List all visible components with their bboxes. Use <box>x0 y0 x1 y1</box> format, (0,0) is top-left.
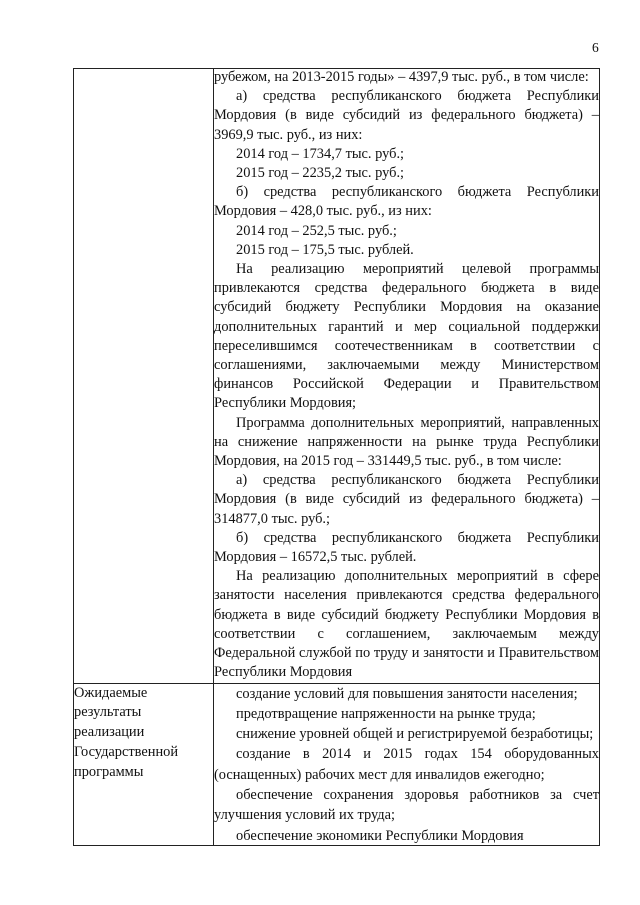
finance-paragraph: 2014 год – 252,5 тыс. руб.; <box>236 222 397 239</box>
finance-row <box>74 69 600 684</box>
finance-paragraph: рубежом, на 2013-2015 годы» – 4397,9 тыс. руб., в том числе: <box>214 69 589 85</box>
finance-label-cell <box>74 69 214 684</box>
finance-text-cell <box>214 69 600 684</box>
finance-paragraph: б) средства республиканского бюджета Республики Мордовия – 428,0 тыс. руб., из них: <box>214 184 599 220</box>
finance-paragraph: б) средства республиканского бюджета Республики Мордовия – 16572,5 тыс. рублей. <box>214 529 599 566</box>
results-label: Ожидаемые результаты реализации Государственной программы <box>74 683 214 845</box>
finance-paragraph: Программа дополнительных мероприятий, направленных на снижение напряженности на рынке труда Республики Мордовия, на 2015 год – 331449,5 тыс. руб., в том числе: <box>214 414 599 470</box>
finance-paragraph: 2015 год – 2235,2 тыс. руб.; <box>236 165 405 182</box>
results-text-cell <box>214 683 600 845</box>
result-item: снижение уровней общей и регистрируемой безработицы; <box>236 726 594 743</box>
results-row <box>74 683 600 845</box>
result-item: предотвращение напряженности на рынке труда; <box>236 705 536 722</box>
result-item: обеспечение сохранения здоровья работников за счет улучшения условий их труда; <box>214 786 599 824</box>
result-item: обеспечение экономики Республики Мордовия <box>236 827 524 844</box>
finance-paragraph: 2015 год – 175,5 тыс. рублей. <box>236 241 414 258</box>
result-item: создание в 2014 и 2015 годах 154 оборудованных (оснащенных) рабочих мест для инвалидов ежегодно; <box>214 746 599 783</box>
program-passport-table <box>73 68 600 846</box>
finance-paragraph: а) средства республиканского бюджета Республики Мордовия (в виде субсидий из федерального бюджета) – 3969,9 тыс. руб., из них: <box>214 88 599 143</box>
finance-paragraph: На реализацию дополнительных мероприятий в сфере занятости населения привлекаются средства федерального бюджета в виде субсидий бюджету Республики Мордовия в соответствии с соглашением, заключаемым между Федеральной службой по труду и занятости и Правительством Республики Мордовия <box>214 568 599 681</box>
finance-paragraph: а) средства республиканского бюджета Республики Мордовия (в виде субсидий из федерального бюджета) – 314877,0 тыс. руб.; <box>214 472 599 527</box>
result-item: создание условий для повышения занятости населения; <box>236 685 578 702</box>
page-number: 6 <box>592 40 599 55</box>
finance-paragraph: На реализацию мероприятий целевой программы привлекаются средства федерального бюджета в виде субсидий бюджету Республики Мордовия на оказание дополнительных гарантий и мер социальной поддержки переселившимся соотечественникам в соответствии с соглашениями, заключаемыми между Министерством финансов Российской Федерации и Правительством Республики Мордовия; <box>214 261 599 412</box>
finance-paragraph: 2014 год – 1734,7 тыс. руб.; <box>236 145 405 162</box>
